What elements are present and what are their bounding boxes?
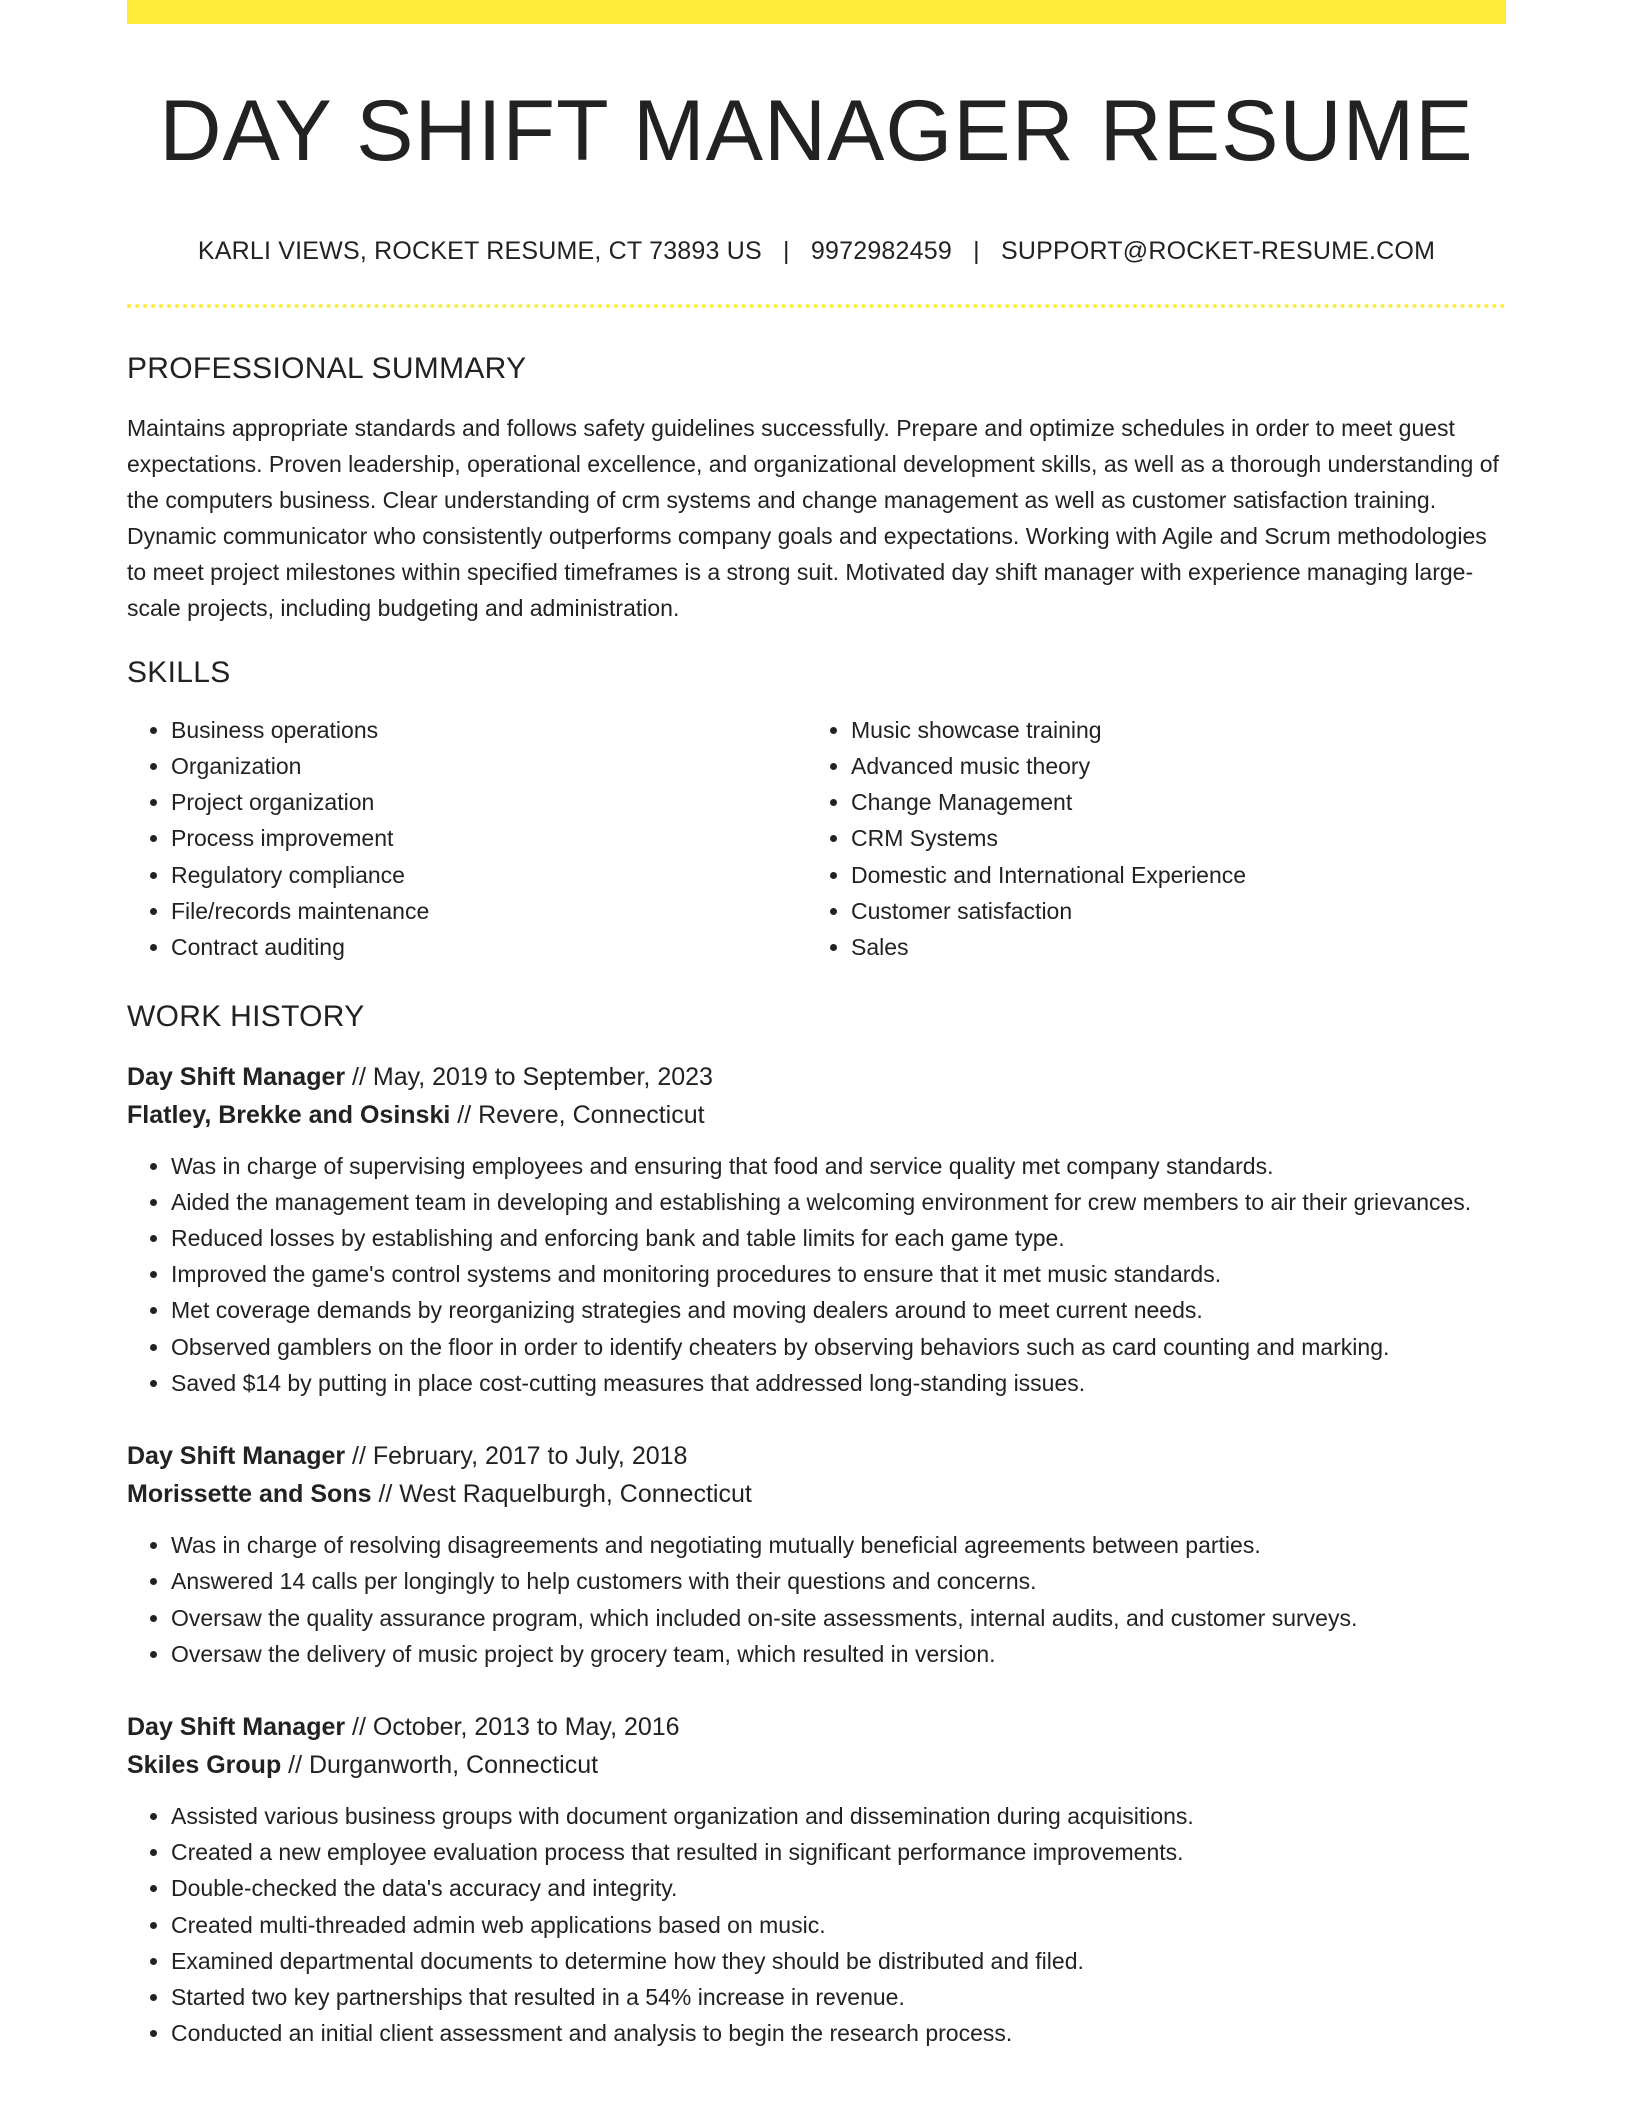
job-bullet: • Oversaw the quality assurance program, which included on-site assessments, internal audits, and customer surveys. bbox=[171, 1600, 1506, 1636]
contact-address: KARLI VIEWS, ROCKET RESUME, CT 73893 US bbox=[197, 236, 762, 265]
job-bullet: • Saved $14 by putting in place cost-cutting measures that addressed long-standing issues. bbox=[171, 1365, 1506, 1401]
skill-item: • Regulatory compliance bbox=[171, 857, 807, 893]
job-dates: // October, 2013 to May, 2016 bbox=[345, 1712, 680, 1741]
skill-item: • Organization bbox=[171, 748, 807, 784]
contact-line bbox=[127, 237, 1506, 266]
job-company-line bbox=[127, 1475, 1506, 1513]
job-bullet-list bbox=[127, 1527, 1506, 1672]
skill-item: • Sales bbox=[851, 929, 1487, 965]
job-bullet: • Created a new employee evaluation process that resulted in significant performance improvements. bbox=[171, 1834, 1506, 1870]
skill-item: • Domestic and International Experience bbox=[851, 857, 1487, 893]
job-title: Day Shift Manager bbox=[127, 1062, 346, 1091]
skill-item: • CRM Systems bbox=[851, 820, 1487, 856]
summary-heading: PROFESSIONAL SUMMARY bbox=[127, 351, 527, 385]
job-bullet: • Assisted various business groups with document organization and dissemination during acquisitions. bbox=[171, 1798, 1506, 1834]
job-bullet: • Aided the management team in developing and establishing a welcoming environment for crew members to air their grievances. bbox=[171, 1184, 1506, 1220]
work-history-heading: WORK HISTORY bbox=[127, 999, 365, 1033]
top-accent-bar bbox=[127, 0, 1506, 24]
job-bullet-list bbox=[127, 1798, 1506, 2051]
contact-email: SUPPORT@ROCKET-RESUME.COM bbox=[1000, 236, 1436, 265]
skill-item: • Change Management bbox=[851, 784, 1487, 820]
job-bullet: • Met coverage demands by reorganizing strategies and moving dealers around to meet current needs. bbox=[171, 1292, 1506, 1328]
job-dates: // February, 2017 to July, 2018 bbox=[345, 1442, 688, 1471]
job-location: // West Raquelburgh, Connecticut bbox=[371, 1480, 752, 1509]
job-title: Day Shift Manager bbox=[127, 1442, 346, 1471]
job-title-line bbox=[127, 1058, 1506, 1096]
job-bullet: • Examined departmental documents to determine how they should be distributed and filed. bbox=[171, 1943, 1506, 1979]
summary-text: Maintains appropriate standards and follows safety guidelines successfully. Prepare and optimize schedules in order to meet guest expectations. Proven leadership, operational excellence, and organizational development skills, as well as a thorough understanding of the computers business. Clear understanding of crm systems and change management as well as customer satisfaction training. Dynamic communicator who consistently outperforms company goals and expectations. Working with Agile and Scrum methodologies to meet project milestones within specified timeframes is a strong suit. Motivated day shift manager with experience managing large-scale projects, including budgeting and administration. bbox=[127, 414, 1499, 621]
skill-item: • Project organization bbox=[171, 784, 807, 820]
job-bullet: • Created multi-threaded admin web applications based on music. bbox=[171, 1907, 1506, 1943]
dotted-divider bbox=[127, 304, 1506, 308]
resume-title: DAY SHIFT MANAGER RESUME bbox=[159, 83, 1474, 179]
skill-item: • Music showcase training bbox=[851, 712, 1487, 748]
job-company: Morissette and Sons bbox=[127, 1480, 372, 1509]
contact-phone: 9972982459 bbox=[810, 236, 952, 265]
job-location: // Revere, Connecticut bbox=[450, 1100, 705, 1129]
job-company: Skiles Group bbox=[127, 1750, 282, 1779]
skills-grid bbox=[127, 712, 1506, 966]
resume-page bbox=[127, 0, 1506, 2051]
job-title-line bbox=[127, 1437, 1506, 1475]
skills-list-right bbox=[807, 712, 1487, 966]
job-bullet: • Oversaw the delivery of music project by grocery team, which resulted in version. bbox=[171, 1636, 1506, 1672]
job-title-line bbox=[127, 1708, 1506, 1746]
job-bullet: • Was in charge of resolving disagreements and negotiating mutually beneficial agreements between parties. bbox=[171, 1527, 1506, 1563]
job-bullet: • Started two key partnerships that resulted in a 54% increase in revenue. bbox=[171, 1979, 1506, 2015]
job-company-line bbox=[127, 1746, 1506, 1784]
job-bullet: • Was in charge of supervising employees and ensuring that food and service quality met company standards. bbox=[171, 1148, 1506, 1184]
job-entry bbox=[127, 1708, 1506, 2051]
job-company-line bbox=[127, 1096, 1506, 1134]
skills-heading: SKILLS bbox=[127, 655, 231, 689]
job-bullet: • Improved the game's control systems and monitoring procedures to ensure that it met music standards. bbox=[171, 1256, 1506, 1292]
skill-item: • Business operations bbox=[171, 712, 807, 748]
job-bullet: • Observed gamblers on the floor in order to identify cheaters by observing behaviors such as card counting and marking. bbox=[171, 1329, 1506, 1365]
skills-list-left bbox=[127, 712, 807, 966]
contact-separator: | bbox=[973, 236, 980, 265]
job-bullet: • Double-checked the data's accuracy and integrity. bbox=[171, 1870, 1506, 1906]
job-company: Flatley, Brekke and Osinski bbox=[127, 1100, 451, 1129]
skill-item: • Contract auditing bbox=[171, 929, 807, 965]
contact-separator: | bbox=[783, 236, 790, 265]
job-bullet-list bbox=[127, 1148, 1506, 1401]
skill-item: • Customer satisfaction bbox=[851, 893, 1487, 929]
job-title: Day Shift Manager bbox=[127, 1712, 346, 1741]
skill-item: • File/records maintenance bbox=[171, 893, 807, 929]
job-dates: // May, 2019 to September, 2023 bbox=[345, 1062, 713, 1091]
job-bullet: • Reduced losses by establishing and enforcing bank and table limits for each game type. bbox=[171, 1220, 1506, 1256]
job-entry bbox=[127, 1058, 1506, 1401]
job-bullet: • Answered 14 calls per longingly to help customers with their questions and concerns. bbox=[171, 1563, 1506, 1599]
job-location: // Durganworth, Connecticut bbox=[281, 1750, 599, 1779]
skill-item: • Process improvement bbox=[171, 820, 807, 856]
skill-item: • Advanced music theory bbox=[851, 748, 1487, 784]
job-entry bbox=[127, 1437, 1506, 1672]
job-bullet: • Conducted an initial client assessment and analysis to begin the research process. bbox=[171, 2015, 1506, 2051]
